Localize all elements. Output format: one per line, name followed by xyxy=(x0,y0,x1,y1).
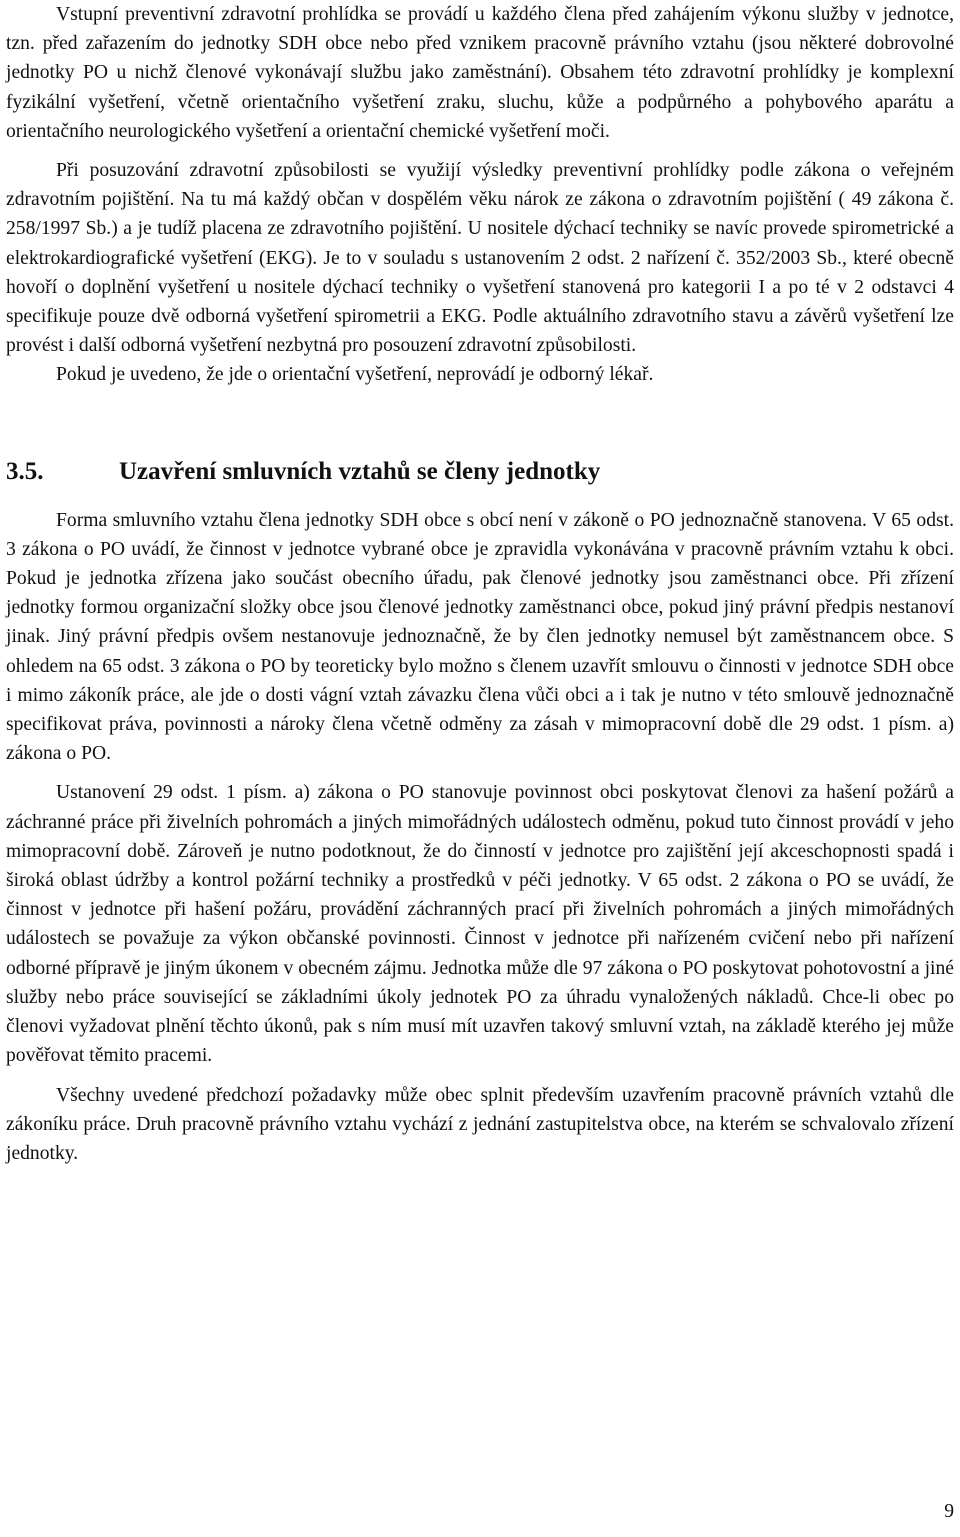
section-number: 3.5. xyxy=(6,457,44,485)
paragraph-entry-examination: Vstupní preventivní zdravotní prohlídka se provádí u každého člena před zahájením výkonu služby v jednotce, tzn. před zařazením do jednotky SDH obce nebo před vznikem pracovně právního vztahu (jsou některé dobrovolné jednotky PO u nichž členové vykonávají službu jako zaměstnání). Obsahem této zdravotní prohlídky je komplexní fyzikální vyšetření, včetně orientačního vyšetření zraku, sluchu, kůže a podpůrného a pohybového aparátu a orientačního neurologického vyšetření a orientační chemické vyšetření moči. xyxy=(6,4,954,142)
page-number: 9 xyxy=(944,1501,954,1522)
paragraph-employment-relations: Všechny uvedené předchozí požadavky může obec splnit především uzavřením pracovně právních vztahů dle zákoníku práce. Druh pracovně právního vztahu vychází z jednání zastupitelstva obce, na kterém se schvalovalo zřízení jednotky. xyxy=(6,1084,954,1164)
paragraph-orientation-exam-note: Pokud je uvedeno, že jde o orientační vyšetření, neprovádí je odborný lékař. xyxy=(56,364,654,386)
section-title: Uzavření smluvních vztahů se členy jednotky xyxy=(119,457,601,485)
paragraph-reward-provision: Ustanovení 29 odst. 1 písm. a) zákona o PO stanovuje povinnost obci poskytovat členovi za hašení požárů a záchranné práce při živelních pohromách a jiných mimořádných událostech odměnu, pokud tuto činnost provádí v jeho mimopracovní době. Zároveň je nutno podotknout, že do činností v jednotce pro zajištění její akceschopnosti spadá i široká oblast údržby a kontrol požární techniky a prostředků v péči jednotky. V 65 odst. 2 zákona o PO se uvádí, že činnost v jednotce při hašení požáru, provádění záchranných prací při živelních pohromách a jiných mimořádných událostech se považuje za výkon občanské povinnosti. Činnost v jednotce při nařízeném cvičení nebo při nařízení odborné přípravě je jiným úkonem v obecném zájmu. Jednotka může dle 97 zákona o PO poskytovat pohotovostní a jiné služby nebo práce související se základními úkoly jednotek PO za úhradu vynaložených nákladů. Chce-li obec po členovi vyžadovat plnění těchto úkonů, pak s ním musí mít uzavřen takový smluvní vztah, na základě kterého jej může pověřovat těmito pracemi. xyxy=(6,782,954,1067)
section-heading xyxy=(6,452,954,492)
paragraph-contract-form: Forma smluvního vztahu člena jednotky SDH obce s obcí není v zákoně o PO jednoznačně stanovena. V 65 odst. 3 zákona o PO uvádí, že činnost v jednotce vybrané obce je zpravidla vykonávána v pracovně právním vztahu k obci. Pokud je jednotka zřízena jako součást obecního úřadu, pak členové jednotky jsou zaměstnanci obce. Při zřízení jednotky formou organizační složky obce jsou členové jednotky zaměstnanci obce, pokud jiný právní předpis nestanoví jinak. Jiný právní předpis ovšem nestanovuje jednoznačně, že by člen jednotky nemusel být zaměstnancem obce. S ohledem na 65 odst. 3 zákona o PO by teoreticky bylo možno s členem uzavřít smlouvu o činnosti v jednotce SDH obce i mimo zákoník práce, ale jde o dosti vágní vztah závazku člena vůči obci a i tak je nutno v této smlouvě jednoznačně specifikovat práva, povinnosti a nároky člena včetně odměny za zásah v mimopracovní době dle 29 odst. 1 písm. a) zákona o PO. xyxy=(6,509,954,765)
paragraph-health-assessment: Při posuzování zdravotní způsobilosti se využijí výsledky preventivní prohlídky podle zákona o veřejném zdravotním pojištění. Na tu má každý občan v dospělém věku nárok ze zákona o zdravotním pojištění ( 49 zákona č. 258/1997 Sb.) a je tudíž placena ze zdravotního pojištění. U nositele dýchací techniky se navíc provede spirometrické a elektrokardiografické vyšetření (EKG). Je to v souladu s ustanovením 2 odst. 2 nařízení č. 352/2003 Sb., které obecně hovoří o doplnění vyšetření u nositele dýchací techniky o vyšetření stanovená pro kategorii I a po té v 2 odstavci 4 specifikuje pouze dvě odborná vyšetření spirometrii a EKG. Podle aktuálního zdravotního stavu a závěrů vyšetření lze provést i další odborná vyšetření nezbytná pro posouzení zdravotní způsobilosti. xyxy=(6,160,954,357)
